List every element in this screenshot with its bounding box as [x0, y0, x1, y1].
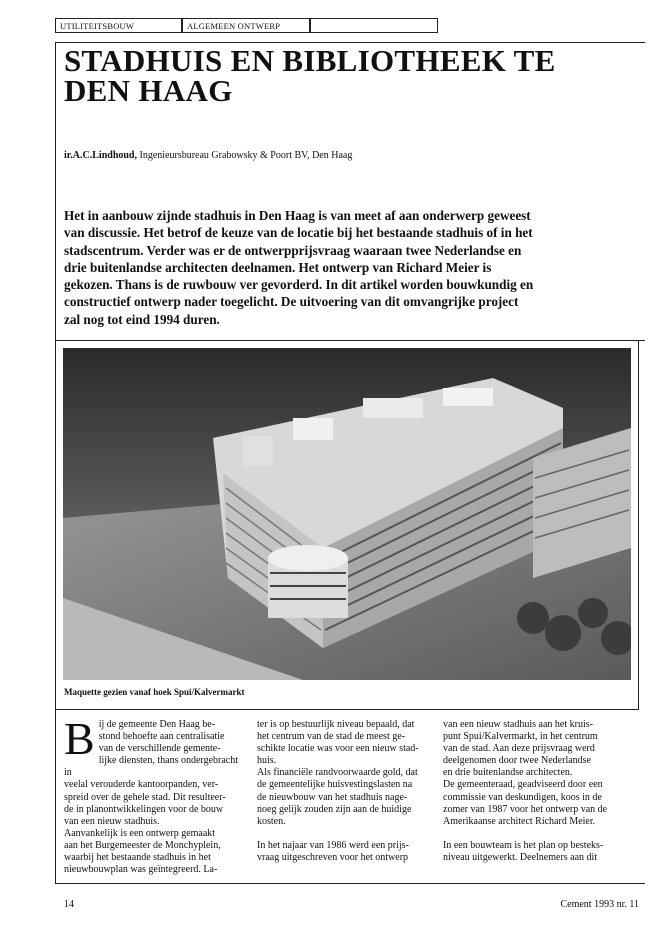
paragraph-gap	[257, 828, 431, 840]
text-line: van de stad. Aan deze prijsvraag werd	[443, 743, 595, 755]
abstract-line: drie buitenlandse architecten deelnamen. Het ontwerp van Richard Meier is	[64, 259, 492, 275]
text-line: aan het Burgemeester de Monchyplein,	[64, 839, 221, 851]
text-line: van een nieuw stadhuis.	[64, 815, 160, 827]
model-photo	[63, 348, 631, 680]
section-tab-utiliteitsbouw: UTILITEITSBOUW	[55, 18, 182, 33]
drop-cap: B	[64, 713, 95, 764]
abstract-line: stadscentrum. Verder was er de ontwerpprijsvraag waaraan twee Nederlandse en	[64, 242, 522, 258]
text-line: lijke diensten, thans ondergebracht in	[64, 755, 238, 779]
figure-right-rule	[638, 340, 639, 710]
text-line: stond behoefte aan centralisatie	[98, 731, 225, 743]
text-line: Amerikaanse architect Richard Meier.	[443, 815, 596, 827]
text-line: de in planontwikkelingen voor de bouw	[64, 803, 224, 815]
text-line: van een nieuw stadhuis aan het kruis-	[443, 719, 593, 730]
text-line: waarbij het bestaande stadhuis in het	[64, 852, 211, 864]
text-line: De gemeenteraad, geadviseerd door een	[443, 779, 603, 791]
author-affiliation: Ingenieursbureau Grabowsky & Poort BV, Den Haag	[137, 150, 353, 161]
text-line: schikte locatie was voor een nieuw stad-	[257, 743, 419, 755]
author-name: ir.A.C.Lindhoud,	[64, 150, 137, 161]
left-margin-rule	[55, 42, 56, 883]
figure-caption: Maquette gezien vanaf hoek Spui/Kalvermarkt	[64, 687, 245, 697]
abstract-line: Het in aanbouw zijnde stadhuis in Den Haag is van meet af aan onderwerp geweest	[64, 208, 531, 223]
section-tab-empty	[310, 18, 438, 33]
journal-issue: Cement 1993 nr. 11	[560, 899, 639, 910]
paragraph-gap	[443, 828, 617, 840]
section-tab-algemeen-ontwerp: ALGEMEEN ONTWERP	[182, 18, 310, 33]
text-line: Als financiële randvoorwaarde gold, dat	[257, 767, 418, 779]
text-line: vraag uitgeschreven voor het ontwerp	[257, 851, 409, 863]
text-line: niveau uitgewerkt. Deelnemers aan dit	[443, 851, 598, 863]
text-line: spreid over de gehele stad. Dit resulteer-	[64, 791, 226, 803]
text-line: zomer van 1987 voor het ontwerp van de	[443, 803, 608, 815]
text-line: veelal verouderde kantoorpanden, ver-	[64, 779, 219, 791]
text-line: In een bouwteam is het plan op besteks-	[443, 839, 604, 851]
abstract-rule	[55, 340, 645, 341]
footer-rule	[55, 883, 645, 884]
text-line: de gemeentelijke huisvestingslasten na	[257, 779, 413, 791]
abstract-line: van discussie. Het betrof de keuze van de locatie bij het bestaande stadhuis of in het	[64, 225, 533, 241]
body-column-1	[64, 713, 238, 876]
model-photo-illustration	[63, 348, 631, 680]
text-line: de nieuwbouw van het stadhuis nage-	[257, 791, 408, 803]
text-line: het centrum van de stad de meest ge-	[257, 731, 405, 743]
abstract-line: gekozen. Thans is de ruwbouw ver gevorderd. In dit artikel worden bouwkundig en	[64, 277, 534, 293]
text-line: noeg gelijk zouden zijn aan de huidige	[257, 803, 412, 815]
text-line: Aanvankelijk is een ontwerp gemaakt	[64, 827, 216, 839]
abstract	[64, 207, 624, 328]
text-line: huis.	[257, 755, 277, 767]
page-number: 14	[64, 899, 74, 910]
author-line	[64, 150, 352, 161]
text-line: nieuwbouwplan was geïntegreerd. La-	[64, 864, 218, 876]
title-line-2: DEN HAAG	[64, 73, 233, 108]
figure-bottom-rule	[55, 709, 639, 710]
body-column-2	[257, 719, 431, 864]
title-line-1: STADHUIS EN BIBLIOTHEEK TE	[64, 43, 556, 78]
text-line: In het najaar van 1986 werd een prijs-	[257, 839, 409, 851]
body-column-3	[443, 719, 617, 864]
text-line: ter is op bestuurlijk niveau bepaald, dat	[257, 719, 415, 730]
text-line: en drie buitenlandse architecten.	[443, 767, 573, 779]
text-line: deelgenomen door twee Nederlandse	[443, 755, 591, 767]
text-line: ij de gemeente Den Haag be-	[98, 719, 216, 730]
text-line: commissie van deskundigen, koos in de	[443, 791, 602, 803]
article-title	[64, 43, 634, 108]
text-line: kosten.	[257, 815, 286, 827]
abstract-line: constructief ontwerp nader toegelicht. De uitvoering van dit omvangrijke project	[64, 294, 519, 310]
text-line: punt Spui/Kalvermarkt, in het centrum	[443, 731, 598, 743]
text-line: van de verschillende gemente-	[98, 743, 221, 755]
abstract-line: zal nog tot eind 1994 duren.	[64, 311, 220, 327]
